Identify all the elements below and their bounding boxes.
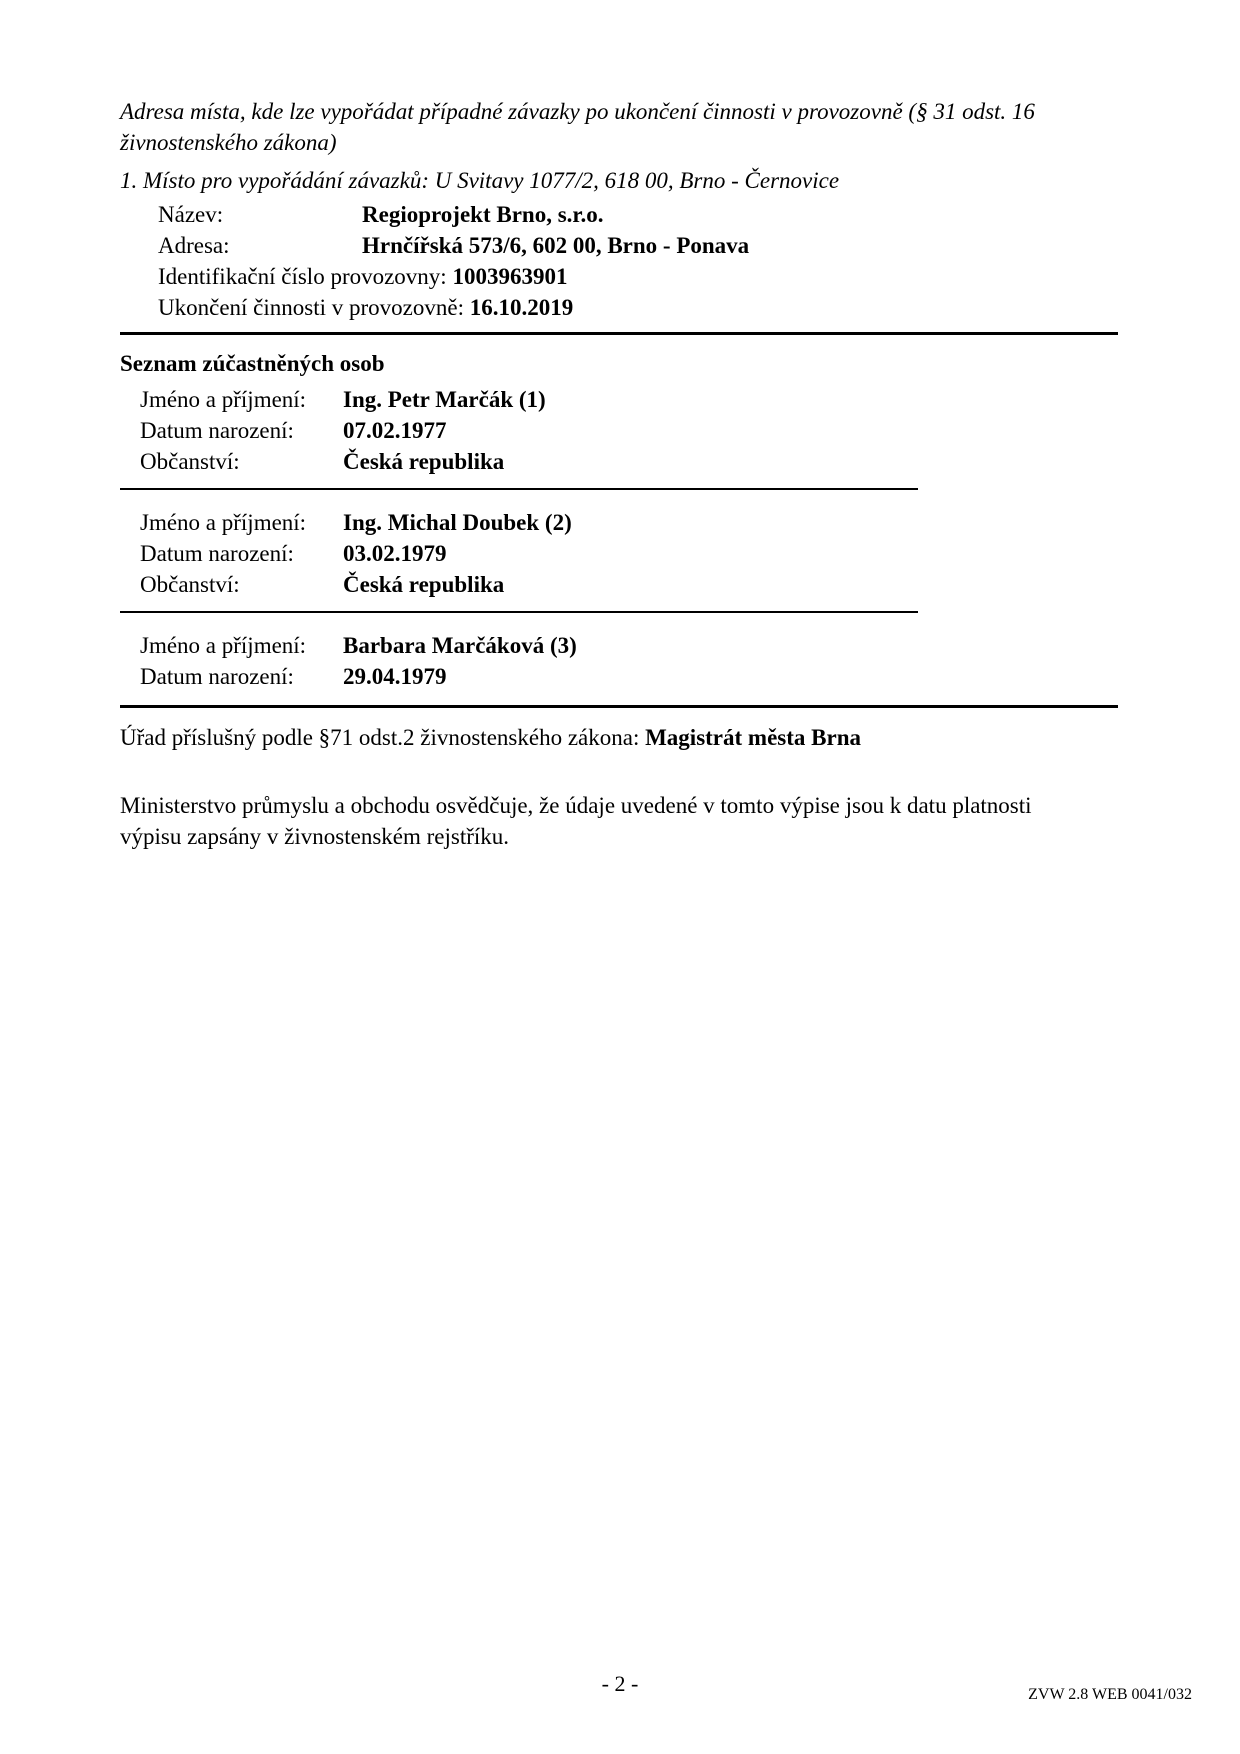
person-birth-label: Datum narození:	[140, 664, 294, 689]
settlement-place-line: 1. Místo pro vypořádání závazků: U Svitavy 1077/2, 618 00, Brno - Černovice	[120, 168, 840, 193]
person-name-value: Ing. Michal Doubek (2)	[343, 510, 572, 535]
establishment-details	[120, 199, 1118, 323]
person-citizenship-value: Česká republika	[343, 449, 505, 474]
authority-label: Úřad příslušný podle §71 odst.2 živnostenského zákona:	[120, 725, 640, 750]
person-name-label: Jméno a příjmení:	[140, 633, 307, 658]
establishment-address-row	[158, 230, 1118, 261]
person-name-label: Jméno a příjmení:	[140, 387, 307, 412]
person-citizenship-row	[140, 569, 1118, 600]
person-name-label: Jméno a příjmení:	[140, 510, 307, 535]
person-birth-row	[140, 538, 1118, 569]
establishment-name-label: Název:	[158, 202, 224, 227]
person-block-1	[120, 384, 1118, 477]
page-number: - 2 -	[601, 1671, 639, 1696]
authority-value: Magistrát města Brna	[645, 725, 861, 750]
person-birth-value: 29.04.1979	[343, 664, 447, 689]
person-name-row	[140, 384, 1118, 415]
establishment-end-label: Ukončení činnosti v provozovně:	[158, 295, 464, 320]
establishment-address-value: Hrnčířská 573/6, 602 00, Brno - Ponava	[362, 233, 750, 258]
person-citizenship-label: Občanství:	[140, 449, 240, 474]
person-name-row	[140, 630, 1118, 661]
person-birth-label: Datum narození:	[140, 541, 294, 566]
person-divider-1	[120, 488, 918, 490]
person-name-value: Barbara Marčáková (3)	[343, 633, 577, 658]
establishment-id-row	[158, 261, 1118, 292]
person-name-row	[140, 507, 1118, 538]
person-block-2	[120, 507, 1118, 600]
authority-line	[120, 722, 1118, 753]
establishment-id-label: Identifikační číslo provozovny:	[158, 264, 447, 289]
person-birth-row	[140, 415, 1118, 446]
establishment-address-label: Adresa:	[158, 233, 230, 258]
establishment-name-row	[158, 199, 1118, 230]
person-block-3	[120, 630, 1118, 692]
ministry-certification-paragraph: Ministerstvo průmyslu a obchodu osvědčuje, že údaje uvedené v tomto výpise jsou k datu platnosti výpisu zapsány v živnostenském rejstříku.	[120, 793, 1032, 849]
form-code: ZVW 2.8 WEB 0041/032	[1028, 1686, 1192, 1703]
persons-section-heading: Seznam zúčastněných osob	[120, 351, 385, 376]
person-citizenship-label: Občanství:	[140, 572, 240, 597]
horizontal-rule-top	[120, 332, 1118, 335]
person-citizenship-value: Česká republika	[343, 572, 505, 597]
person-citizenship-row	[140, 446, 1118, 477]
person-birth-value: 03.02.1979	[343, 541, 447, 566]
person-name-value: Ing. Petr Marčák (1)	[343, 387, 546, 412]
establishment-id-value: 1003963901	[452, 264, 568, 289]
establishment-end-row	[158, 292, 1118, 323]
person-birth-row	[140, 661, 1118, 692]
person-divider-2	[120, 611, 918, 613]
horizontal-rule-bottom	[120, 705, 1118, 708]
establishment-end-value: 16.10.2019	[469, 295, 574, 320]
settlement-address-note: Adresa místa, kde lze vypořádat případné závazky po ukončení činnosti v provozovně (§ 31 odst. 16 živnostenského zákona)	[120, 99, 1035, 155]
person-birth-label: Datum narození:	[140, 418, 294, 443]
establishment-name-value: Regioprojekt Brno, s.r.o.	[362, 202, 604, 227]
person-birth-value: 07.02.1977	[343, 418, 447, 443]
